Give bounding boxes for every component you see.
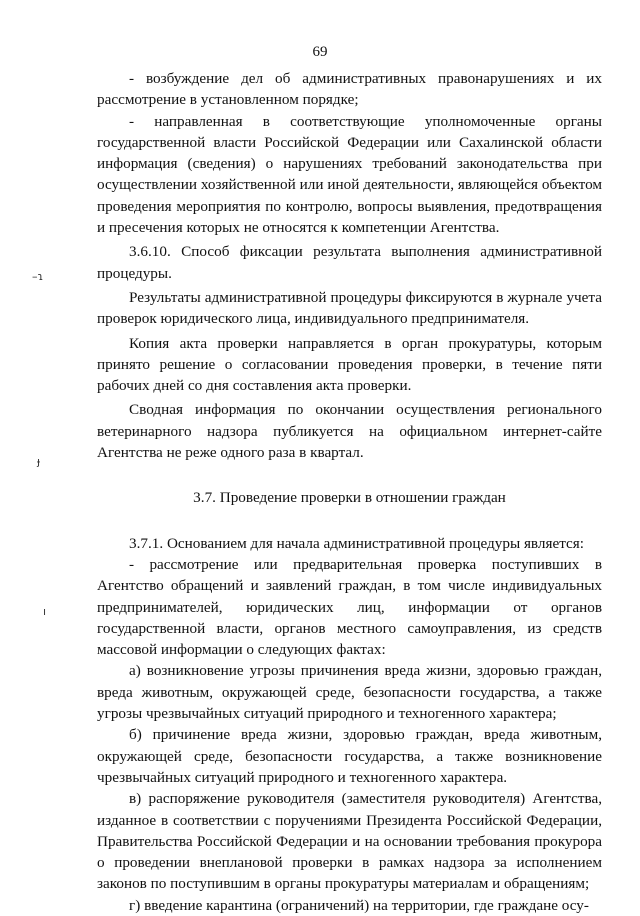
- paragraph: Копия акта проверки направляется в орган прокуратуры, которым принято решение о согласовании проведения проверки, в течение пяти рабочих дней со дня составления акта проверки.: [97, 334, 602, 395]
- paragraph: в) распоряжение руководителя (заместителя руководителя) Агентства, изданное в соответствии с поручениями Президента Российской Федерации, Правительства Российской Федерации и на основании требования прокурора о проведении внеплановой проверки в рамках надзора за исполнением законов по поступившим в органы прокуратуры материалам и обращениям;: [97, 790, 602, 893]
- document-body: [97, 68, 602, 916]
- page-number: 69: [312, 44, 328, 60]
- paragraph: - возбуждение дел об административных правонарушениях и их рассмотрение в установленном порядке;: [97, 70, 602, 109]
- paragraph: - направленная в соответствующие уполномоченные органы государственной власти Российской Федерации или Сахалинской области информация (сведения) о нарушениях требований законодательства при осуществлении хозяйственной или иной деятельности, являющейся объектом проведения мероприятия по контролю, вопросы выявления, предотвращения и пресечения которых не относятся к компетенции Агентства.: [97, 112, 602, 237]
- paragraph: г) введение карантина (ограничений) на территории, где граждане осу-: [129, 896, 589, 914]
- paragraph: Сводная информация по окончании осуществления регионального ветеринарного надзора публикуется на официальном интернет-сайте Агентства не реже одного раза в квартал.: [97, 401, 602, 462]
- paragraph: а) возникновение угрозы причинения вреда жизни, здоровью граждан, вреда животным, окружающей среде, безопасности государства, а также угрозы чрезвычайных ситуаций природного и техногенного характера;: [97, 662, 602, 723]
- margin-mark: –ɿ: [32, 270, 44, 283]
- margin-mark: ı: [43, 605, 47, 618]
- paragraph: б) причинение вреда жизни, здоровью граждан, вреда животным, окружающей среде, безопасности государства, а также возникновение чрезвычайных ситуаций природного и техногенного характера.: [97, 726, 602, 786]
- margin-mark: ɟ: [37, 455, 41, 468]
- paragraph: Результаты административной процедуры фиксируются в журнале учета проверок юридического лица, индивидуального предпринимателя.: [97, 288, 602, 328]
- paragraph: - рассмотрение или предварительная проверка поступивших в Агентство обращений и заявлений граждан, в том числе индивидуальных предпринимателей, юридических лиц, информации от органов государственной власти, органов местного самоуправления, из средств массовой информации о следующих фактах:: [97, 555, 602, 659]
- section-heading: 3.7. Проведение проверки в отношении граждан: [193, 489, 506, 507]
- paragraph: 3.7.1. Основанием для начала административной процедуры является:: [129, 534, 584, 552]
- paragraph: 3.6.10. Способ фиксации результата выполнения административной процедуры.: [97, 243, 602, 282]
